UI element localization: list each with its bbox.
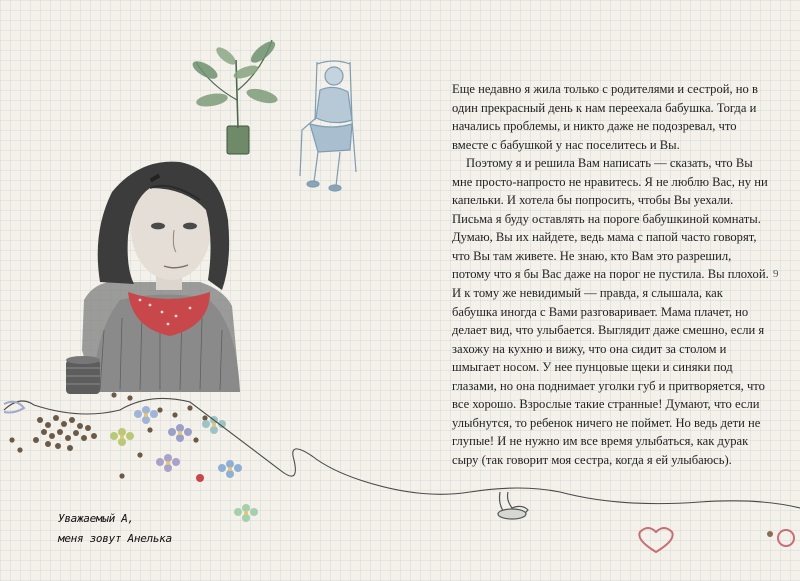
ring-bead-icon <box>778 530 794 546</box>
swan-icon <box>498 492 528 519</box>
potted-plant-icon <box>190 38 279 154</box>
girl-portrait-icon <box>82 162 240 392</box>
heart-icon <box>639 528 672 552</box>
thread-spool-icon <box>66 356 100 394</box>
page-number: 9 <box>773 268 779 280</box>
paragraph-2: Поэтому я и решила Вам написать — сказать, что Вы мне просто-напросто не нравитесь. Я не люблю Вас, ну ни капельки. И хотела бы попросить, чтобы Вы уехали. Письма я буду оставлять на пороге бабушкиной комнаты. Думаю, Вы их найдете, ведь мама с папой часто говорят, что Вы там живете. Не знаю, кто Вам это разрешил, потому что я бы Вас даже на порог не пустила. Вы плохой. И к тому же невидимый — правда, я слышала, как бабушка иногда с Вами разговаривает. Мама плачет, но делает вид, что улыбается. Выглядит даже смешно, если я захожу на кухню и вижу, что она сидит за столом и шмыгает носом. У нее пунцовые щеки и синяки под глазами, но она поднимает уголки губ и притворяется, что все хорошо. Взрослые такие странные! Думают, что если улыбнутся, то ребенок ничего не поймет. Но ведь дети не глупые! И не нужно им все время улыбаться, как дурак сыру (так говорит моя сестра, когда я ей улыбаюсь). <box>452 156 769 467</box>
handwritten-caption <box>58 509 172 549</box>
paragraph-1: Еще недавно я жила только с родителями и сестрой, но в один прекрасный день к нам переехала бабушка. Тогда и начались проблемы, и никто даже не подозревал, что вместе с бабушкой у нас поселитесь и Вы. <box>452 82 758 152</box>
grandmother-chair-icon <box>300 61 356 191</box>
story-text <box>452 80 770 469</box>
caption-line-2: меня зовут Анелька <box>58 532 172 545</box>
caption-line-1: Уважаемый А, <box>58 512 134 525</box>
